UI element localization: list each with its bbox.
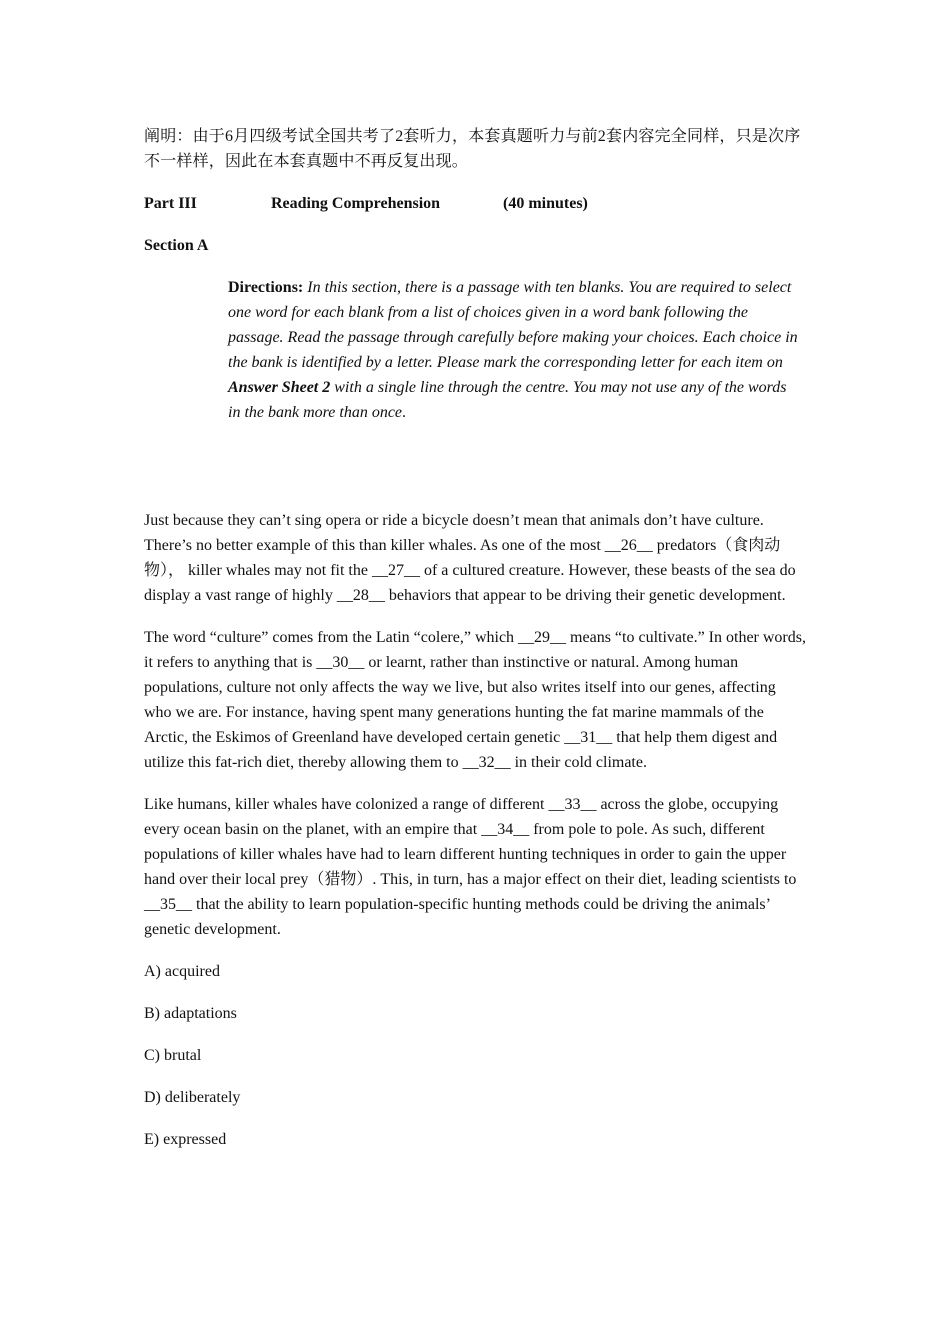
choice-e: E) expressed xyxy=(144,1131,227,1148)
word-bank xyxy=(144,959,806,1152)
choice-b: B) adaptations xyxy=(144,1005,237,1022)
section-heading: Section A xyxy=(144,237,209,254)
part-label: Part III xyxy=(144,195,197,212)
directions-text-1: In this section, there is a passage with ten blanks. You are required to select one word for each blank from a list of choices given in a word bank following the passage. Read the passage through carefully before making your choices. Each choice in the bank is identified by a letter. Please mark the corresponding letter for each item on xyxy=(228,279,798,371)
passage-paragraph-1: Just because they can’t sing opera or ride a bicycle doesn’t mean that animals don’t have culture. There’s no better example of this than killer whales. As one of the most __26__ predators（食肉动物）， killer whales may not fit the __27__ of a cultured creature. However, these beasts of the sea do display a vast range of highly __28__ behaviors that appear to be driving their genetic development. xyxy=(144,512,796,604)
part-time: (40 minutes) xyxy=(503,195,588,212)
directions-text-2: with a single line through the centre. You may not use any of the words in the bank more than once xyxy=(228,379,787,421)
answer-sheet-emphasis: Answer Sheet 2 xyxy=(228,379,331,396)
document-page xyxy=(144,124,806,1169)
directions-label: Directions: xyxy=(228,279,304,296)
part-title: Reading Comprehension xyxy=(271,195,441,212)
directions-end: . xyxy=(402,404,407,421)
reading-passage xyxy=(144,508,806,942)
choice-a: A) acquired xyxy=(144,963,220,980)
part-heading xyxy=(144,191,806,216)
passage-paragraph-2: The word “culture” comes from the Latin “colere,” which __29__ means “to cultivate.” In other words, it refers to anything that is __30__ or learnt, rather than instinctive or natural. Among human populations, culture not only affects the way we live, but also writes itself into our genes, affecting who we are. For instance, having spent many generations hunting the fat marine mammals of the Arctic, the Eskimos of Greenland have developed certain genetic __31__ that help them digest and utilize this fat-rich diet, thereby allowing them to __32__ in their cold climate. xyxy=(144,629,806,771)
notice-text: 阐明：由于6月四级考试全国共考了2套听力，本套真题听力与前2套内容完全同样，只是次序不一样样，因此在本套真题中不再反复出现。 xyxy=(144,128,801,170)
passage-paragraph-3: Like humans, killer whales have colonized a range of different __33__ across the globe, occupying every ocean basin on the planet, with an empire that __34__ from pole to pole. As such, different populations of killer whales have had to learn different hunting techniques in order to gain the upper hand over their local prey（猎物）. This, in turn, has a major effect on their diet, leading scientists to __35__ that the ability to learn population-specific hunting methods could be driving the animals’ genetic development. xyxy=(144,796,797,938)
choice-d: D) deliberately xyxy=(144,1089,241,1106)
directions-block xyxy=(228,275,798,425)
choice-c: C) brutal xyxy=(144,1047,202,1064)
